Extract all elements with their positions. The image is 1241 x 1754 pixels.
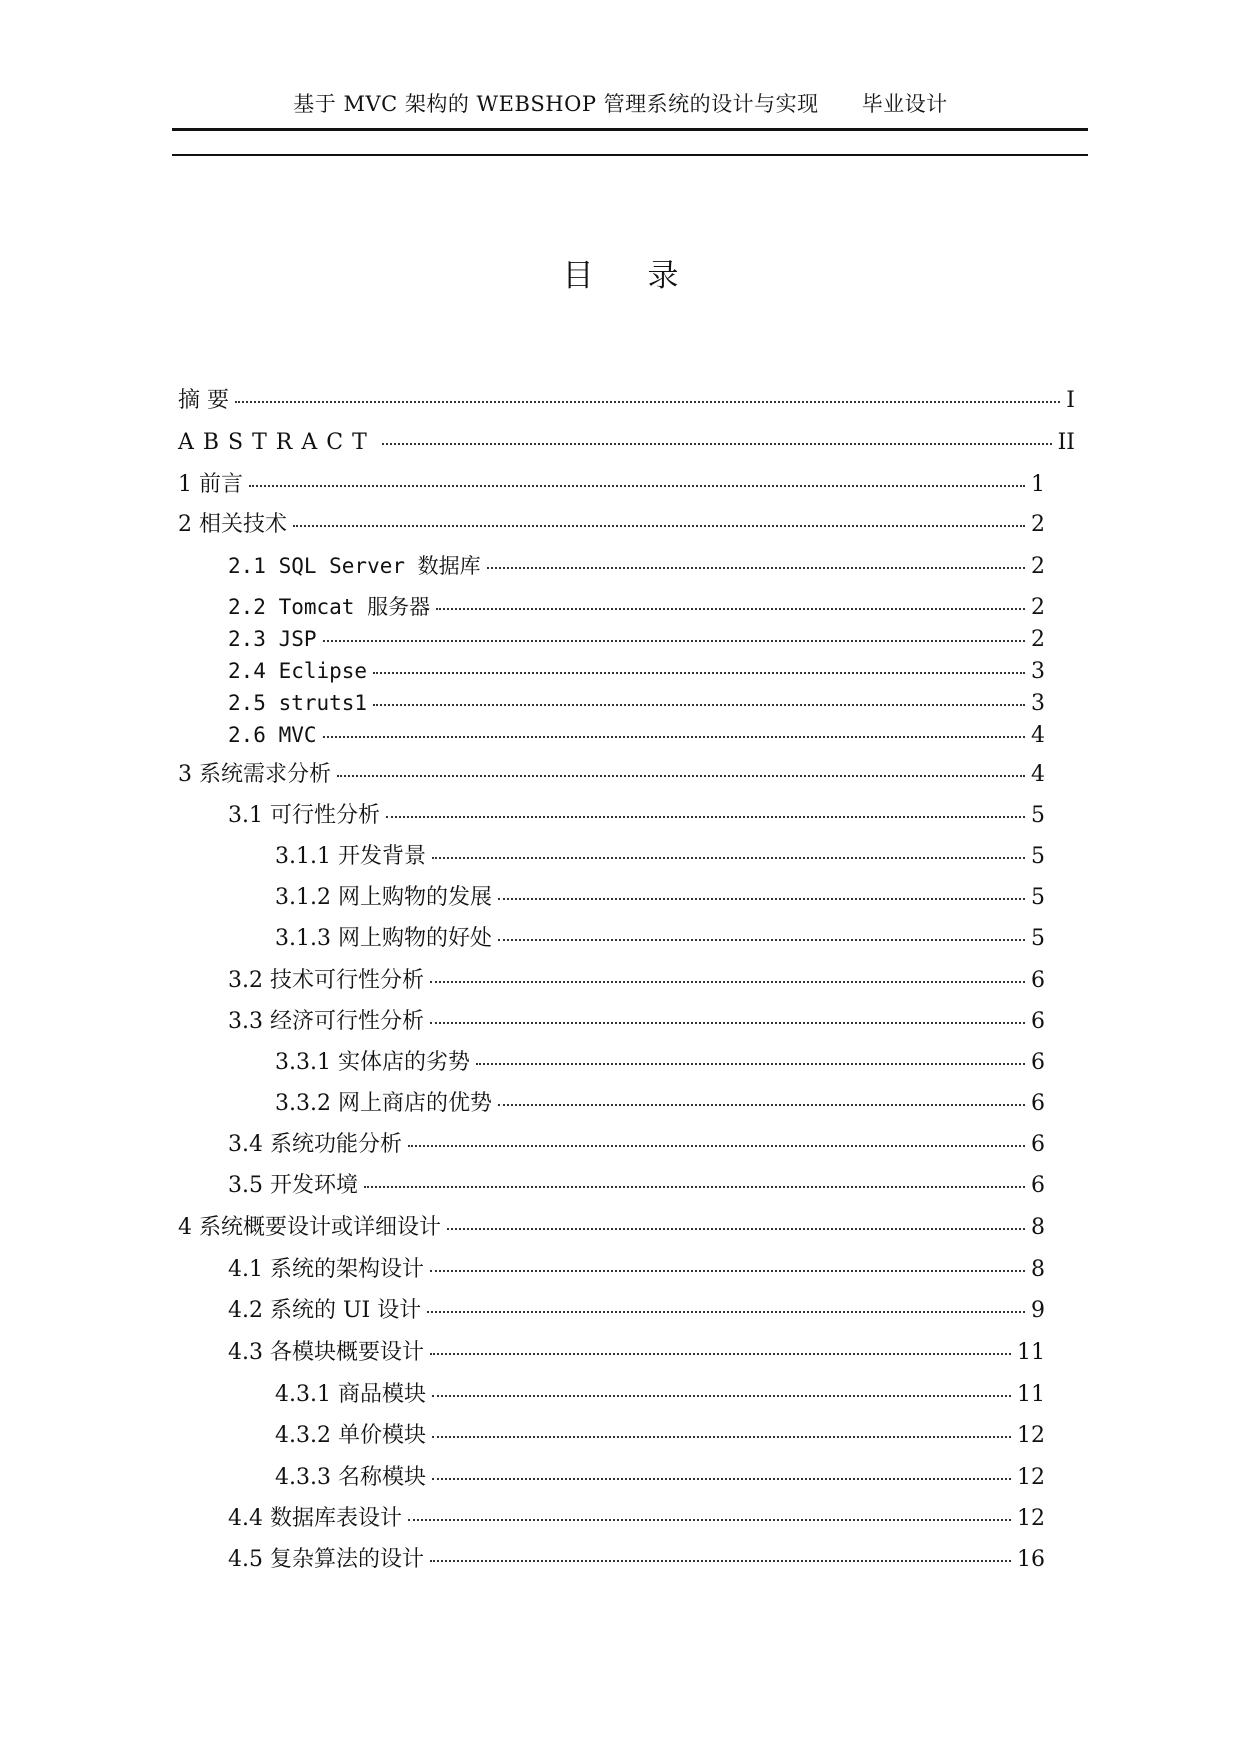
toc-entry-page-number: 2 <box>1031 554 1045 579</box>
toc-entry[interactable] <box>275 1463 1045 1493</box>
toc-entry-page-number: 5 <box>1031 803 1045 828</box>
toc-leader-dots <box>432 1395 1011 1397</box>
toc-entry-label: 4.4 数据库表设计 <box>228 1506 402 1531</box>
toc-entry-label: 4.3.2 单价模块 <box>275 1423 426 1448</box>
toc-leader-dots <box>430 1560 1011 1562</box>
toc-entry-label: 3.3.2 网上商店的优势 <box>275 1091 492 1116</box>
toc-entry-label: 3.5 开发环境 <box>228 1173 358 1198</box>
toc-leader-dots <box>498 898 1025 900</box>
toc-entry-label: 2.6 MVC <box>228 723 317 747</box>
toc-entry-page-number: 6 <box>1031 1132 1045 1157</box>
toc-entry[interactable] <box>178 510 1045 540</box>
toc-leader-dots <box>337 775 1025 777</box>
toc-entry-label: ABSTRACT <box>178 430 376 455</box>
toc-leader-dots <box>373 672 1025 674</box>
toc-entry[interactable] <box>228 688 1045 718</box>
toc-entry[interactable] <box>178 470 1045 500</box>
toc-entry-label: 4.1 系统的架构设计 <box>228 1257 424 1282</box>
toc-entry-page-number: 2 <box>1031 627 1045 652</box>
toc-leader-dots <box>487 567 1025 569</box>
toc-entry-page-number: 5 <box>1031 844 1045 869</box>
toc-entry-label: 4.3 各模块概要设计 <box>228 1340 424 1365</box>
toc-entry-label: 4.5 复杂算法的设计 <box>228 1547 424 1572</box>
toc-entry[interactable] <box>228 592 1045 622</box>
toc-entry-page-number: 6 <box>1031 1009 1045 1034</box>
toc-entry[interactable] <box>228 801 1045 831</box>
toc-entry[interactable] <box>275 1421 1045 1451</box>
toc-entry[interactable] <box>228 1504 1045 1534</box>
toc-entry-label: 4 系统概要设计或详细设计 <box>178 1215 441 1240</box>
toc-leader-dots <box>447 1228 1025 1230</box>
toc-entry[interactable] <box>228 1545 1045 1575</box>
toc-entry-label: 4.2 系统的 UI 设计 <box>228 1298 422 1323</box>
toc-leader-dots <box>249 485 1025 487</box>
toc-entry[interactable] <box>228 551 1045 581</box>
toc-entry[interactable] <box>228 1338 1045 1368</box>
toc-entry-label: 2.1 SQL Server 数据库 <box>228 554 481 578</box>
toc-entry-page-number: 8 <box>1031 1215 1045 1240</box>
toc-heading: 目录 <box>562 258 733 294</box>
toc-entry-page-number: 16 <box>1017 1547 1045 1572</box>
toc-entry-label: 4.3.3 名称模块 <box>275 1465 426 1490</box>
toc-entry-page-number: 6 <box>1031 968 1045 993</box>
header-label: 毕业设计 <box>861 92 948 116</box>
toc-leader-dots <box>432 857 1025 859</box>
toc-entry-page-number: 12 <box>1017 1465 1045 1490</box>
toc-entry-page-number: I <box>1066 388 1075 413</box>
toc-leader-dots <box>235 401 1060 403</box>
toc-entry[interactable] <box>228 966 1045 996</box>
toc-entry[interactable] <box>178 428 1075 458</box>
toc-entry-page-number: 6 <box>1031 1173 1045 1198</box>
toc-entry-label: 2.4 Eclipse <box>228 659 368 683</box>
toc-entry[interactable] <box>275 842 1045 872</box>
toc-leader-dots <box>430 1022 1025 1024</box>
toc-entry-page-number: 2 <box>1031 512 1045 537</box>
toc-entry[interactable] <box>228 1296 1045 1326</box>
toc-entry-label: 3.3 经济可行性分析 <box>228 1009 424 1034</box>
toc-entry-page-number: 5 <box>1031 926 1045 951</box>
toc-entry-page-number: 11 <box>1017 1340 1045 1365</box>
toc-leader-dots <box>408 1519 1011 1521</box>
toc-entry-label: 3.4 系统功能分析 <box>228 1132 402 1157</box>
toc-leader-dots <box>382 443 1052 445</box>
toc-entry[interactable] <box>275 883 1045 913</box>
toc-entry-label: 摘 要 <box>178 388 229 413</box>
toc-leader-dots <box>432 1478 1011 1480</box>
toc-entry-page-number: 11 <box>1017 1382 1045 1407</box>
toc-entry-page-number: 12 <box>1017 1423 1045 1448</box>
toc-entry-page-number: 9 <box>1031 1298 1045 1323</box>
toc-leader-dots <box>476 1063 1025 1065</box>
toc-entry-page-number: 1 <box>1031 472 1045 497</box>
toc-leader-dots <box>364 1186 1025 1188</box>
toc-entry[interactable] <box>228 656 1045 686</box>
toc-entry-label: 2.3 JSP <box>228 627 317 651</box>
toc-leader-dots <box>436 608 1025 610</box>
toc-entry[interactable] <box>228 720 1045 750</box>
toc-entry-label: 3.2 技术可行性分析 <box>228 968 424 993</box>
toc-entry-page-number: 6 <box>1031 1050 1045 1075</box>
toc-entry-page-number: 12 <box>1017 1506 1045 1531</box>
toc-entry[interactable] <box>178 760 1045 790</box>
toc-leader-dots <box>498 1104 1025 1106</box>
toc-leader-dots <box>430 981 1025 983</box>
toc-leader-dots <box>386 816 1025 818</box>
toc-entry-label: 3.1 可行性分析 <box>228 803 380 828</box>
toc-entry[interactable] <box>228 1007 1045 1037</box>
toc-entry[interactable] <box>275 1380 1045 1410</box>
toc-entry[interactable] <box>228 1171 1045 1201</box>
toc-entry[interactable] <box>228 624 1045 654</box>
toc-entry[interactable] <box>228 1255 1045 1285</box>
toc-leader-dots <box>427 1311 1025 1313</box>
toc-leader-dots <box>323 640 1025 642</box>
toc-entry-page-number: 5 <box>1031 885 1045 910</box>
toc-entry-page-number: 4 <box>1031 762 1045 787</box>
toc-entry-page-number: 3 <box>1031 659 1045 684</box>
toc-entry-label: 1 前言 <box>178 472 243 497</box>
toc-leader-dots <box>408 1145 1025 1147</box>
toc-entry-label: 3.3.1 实体店的劣势 <box>275 1050 470 1075</box>
toc-entry[interactable] <box>178 1213 1045 1243</box>
toc-entry-page-number: 8 <box>1031 1257 1045 1282</box>
toc-leader-dots <box>293 525 1025 527</box>
toc-entry-label: 3.1.1 开发背景 <box>275 844 426 869</box>
toc-leader-dots <box>498 939 1025 941</box>
toc-entry-label: 2.5 struts1 <box>228 691 368 715</box>
toc-entry-label: 4.3.1 商品模块 <box>275 1382 426 1407</box>
toc-entry-label: 2.2 Tomcat 服务器 <box>228 595 431 619</box>
toc-entry-page-number: 3 <box>1031 691 1045 716</box>
toc-entry-page-number: 4 <box>1031 723 1045 748</box>
toc-entry-label: 2 相关技术 <box>178 512 287 537</box>
toc-entry-label: 3 系统需求分析 <box>178 762 331 787</box>
toc-leader-dots <box>373 704 1025 706</box>
toc-leader-dots <box>323 736 1025 738</box>
toc-entry[interactable] <box>228 1130 1045 1160</box>
toc-entry-page-number: 6 <box>1031 1091 1045 1116</box>
toc-entry-page-number: II <box>1057 430 1075 455</box>
toc-leader-dots <box>432 1436 1011 1438</box>
toc-entry-page-number: 2 <box>1031 595 1045 620</box>
toc-entry-label: 3.1.3 网上购物的好处 <box>275 926 492 951</box>
toc-entry[interactable] <box>275 1089 1045 1119</box>
toc-entry[interactable] <box>275 1048 1045 1078</box>
toc-entry[interactable] <box>178 386 1075 416</box>
toc-entry[interactable] <box>275 924 1045 954</box>
header-title: 基于 MVC 架构的 WEBSHOP 管理系统的设计与实现 <box>293 92 819 116</box>
toc-leader-dots <box>430 1270 1025 1272</box>
toc-leader-dots <box>430 1353 1011 1355</box>
toc-entry-label: 3.1.2 网上购物的发展 <box>275 885 492 910</box>
